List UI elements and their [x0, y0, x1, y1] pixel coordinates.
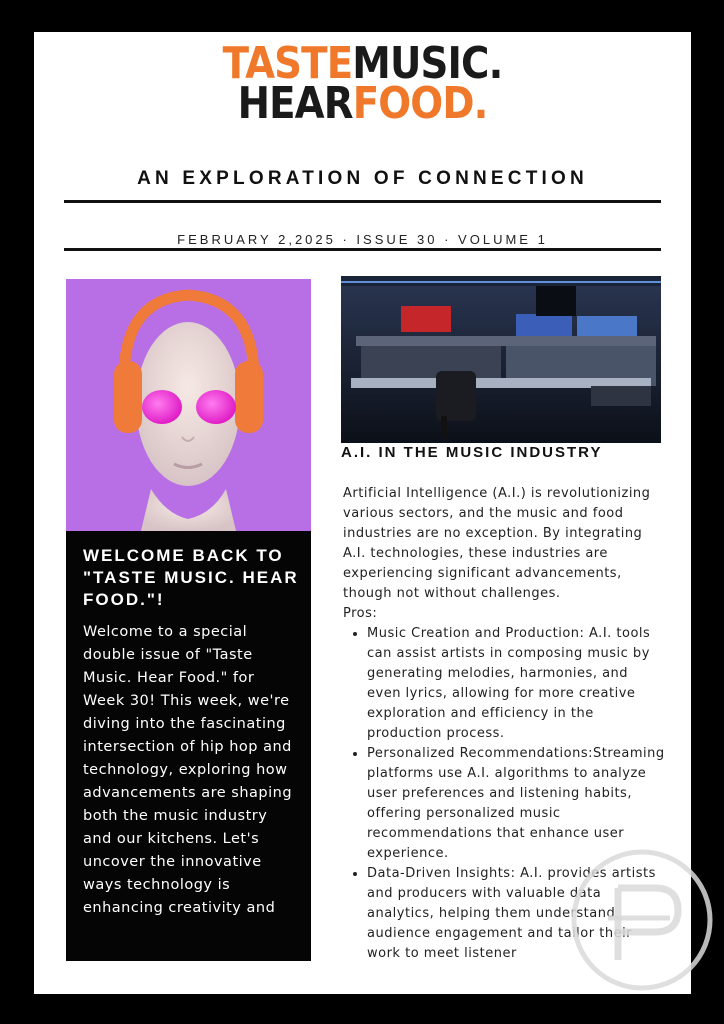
masthead-food: FOOD. [352, 78, 488, 129]
masthead-hear: HEAR [237, 78, 353, 129]
issue-divider [64, 248, 661, 251]
pro-item: • Data-Driven Insights: A.I. provides artists and producers with valuable data analytics, helping them understand audience engagement and tailor their work to meet listener [367, 864, 665, 964]
welcome-body: Welcome to a special double issue of "Taste Music. Hear Food." for Week 30! This week, we're diving into the fascinating intersection of hip hop and technology, exploring how advancements are shaping both the music industry and our kitchens. Let's uncover the innovative ways technology is enhancing creativity and [83, 624, 293, 916]
tagline: AN EXPLORATION OF CONNECTION [137, 168, 588, 189]
issue-info: FEBRUARY 2,2025 · ISSUE 30 · VOLUME 1 [177, 232, 548, 247]
article-intro: Artificial Intelligence (A.I.) is revolutionizing various sectors, and the music and food industries are no exception. By integrating A.I. technologies, these industries are experiencing significant advancements, though not without challenges. [343, 486, 651, 601]
welcome-section [66, 531, 311, 961]
pro-item: • Personalized Recommendations:Streaming platforms use A.I. algorithms to analyze user preferences and listening habits, offering personalized music recommendations that enhance user experience. [367, 744, 665, 864]
masthead-music: MUSIC. [352, 38, 503, 89]
headphones-head-image [66, 279, 311, 531]
circular-logo-watermark-icon [570, 848, 715, 993]
pros-label: Pros: [343, 606, 378, 621]
welcome-title: WELCOME BACK TO "TASTE MUSIC. HEAR FOOD."! [83, 546, 299, 609]
article-title: A.I. IN THE MUSIC INDUSTRY [341, 444, 603, 461]
masthead-logo [34, 38, 691, 129]
masthead-line-2 [73, 78, 651, 129]
top-divider [64, 200, 661, 203]
pro-item: • Music Creation and Production: A.I. tools can assist artists in composing music by generating melodies, harmonies, and even lyrics, allowing for more creative exploration and efficiency in the production process. [367, 624, 665, 744]
music-studio-image [341, 276, 661, 443]
headphones-illustration [66, 279, 311, 531]
masthead-taste: TASTE [222, 38, 353, 89]
studio-illustration [341, 276, 661, 443]
